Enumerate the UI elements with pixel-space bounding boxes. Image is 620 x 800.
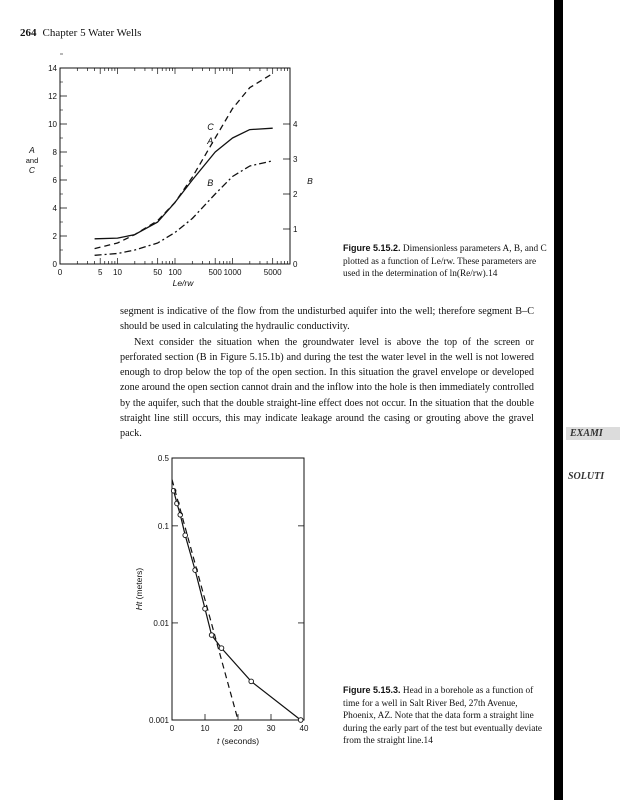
y-left-axis-label: and bbox=[25, 156, 39, 165]
chapter-title: Chapter 5 Water Wells bbox=[42, 27, 142, 39]
x-tick-label: 30 bbox=[266, 724, 276, 733]
y-right-tick-label: 1 bbox=[293, 225, 298, 234]
y-left-tick-label: 0 bbox=[52, 260, 57, 269]
x-tick-label: 10 bbox=[113, 268, 122, 277]
x-tick-label: 10 bbox=[200, 724, 210, 733]
data-point bbox=[219, 646, 224, 651]
y-tick-label: 0.001 bbox=[148, 716, 169, 725]
series-A-label: A bbox=[207, 136, 214, 146]
x-tick-label: 1000 bbox=[223, 268, 242, 277]
plot-area-border bbox=[60, 68, 290, 264]
x-tick-label: 500 bbox=[208, 268, 222, 277]
caption-text: Dimensionless parameters A, B, and C plotted as a function of Le/rw. These parameters are used in the determination of ln(Re/rw).14 bbox=[343, 244, 547, 280]
body-text bbox=[120, 304, 534, 442]
x-tick-label: 40 bbox=[299, 724, 309, 733]
series-B-label: B bbox=[207, 178, 214, 188]
y-left-axis-label: C bbox=[28, 165, 36, 175]
y-tick-label: 0.5 bbox=[157, 454, 169, 463]
x-axis-label: t (seconds) bbox=[216, 736, 260, 746]
page-number: 264 bbox=[20, 27, 37, 39]
y-right-tick-label: 3 bbox=[293, 155, 298, 164]
figure-5-15-3-chart bbox=[128, 440, 328, 755]
x-tick-label: 0 bbox=[57, 268, 63, 277]
tick-group bbox=[60, 54, 290, 264]
paragraph-2: Next consider the situation when the groundwater level is above the top of the screen or perforated section (B in Figure 5.15.1b) and during the test the water level in the well is not lowered enough to drop below the top of the open section. In this situation the gravel envelope or developed zone around the open section cannot drain and the inflow into the hole is then immediately controlled by the aquifer, such that the double straight-line effect does not occur. In the situation that the double straight line still occurs, this may indicate leakage around the casing or grouting above the gravel pack. bbox=[120, 336, 534, 440]
label-group bbox=[134, 454, 309, 746]
y-left-tick-label: 6 bbox=[52, 176, 57, 185]
y-left-tick-label: 14 bbox=[48, 64, 57, 73]
y-left-tick-label: 10 bbox=[48, 120, 57, 129]
y-right-axis-label: B bbox=[307, 176, 313, 186]
x-tick-label: 5000 bbox=[263, 268, 282, 277]
figure-5-15-2-caption bbox=[343, 242, 548, 281]
chart-frame bbox=[60, 68, 290, 264]
label-group bbox=[26, 64, 313, 288]
data-point bbox=[249, 679, 254, 684]
y-left-tick-label: 8 bbox=[52, 148, 57, 157]
tick-group bbox=[172, 458, 304, 720]
series-A-line bbox=[95, 128, 273, 239]
y-left-tick-label: 2 bbox=[52, 232, 57, 241]
data-point bbox=[298, 718, 303, 723]
solution-tab: SOLUTI bbox=[568, 471, 605, 482]
binding-edge bbox=[554, 0, 563, 800]
x-tick-label: 50 bbox=[153, 268, 163, 277]
data-point bbox=[183, 533, 188, 538]
x-tick-label: 100 bbox=[168, 268, 182, 277]
y-tick-label: 0.01 bbox=[153, 618, 169, 628]
series-group bbox=[95, 74, 273, 256]
y-left-tick-label: 12 bbox=[48, 92, 57, 101]
data-line bbox=[174, 491, 301, 720]
x-tick-label: 20 bbox=[233, 724, 243, 733]
example-tab: EXAMI bbox=[566, 427, 620, 440]
x-axis-label: Le/rw bbox=[172, 278, 194, 288]
y-right-tick-label: 2 bbox=[293, 190, 298, 199]
series-B-line bbox=[95, 161, 273, 256]
y-axis-label: Ht (meters) bbox=[134, 567, 144, 611]
figure-5-15-3-caption bbox=[343, 684, 548, 748]
y-left-axis-label: A bbox=[29, 145, 35, 155]
y-left-tick-label: 4 bbox=[52, 204, 57, 213]
y-tick-label: 0.1 bbox=[157, 521, 169, 531]
series-group bbox=[171, 480, 303, 723]
x-tick-label: 0 bbox=[169, 724, 175, 733]
series-C-line bbox=[95, 74, 273, 249]
plot-area-border bbox=[172, 458, 304, 720]
x-tick-label: 5 bbox=[97, 268, 103, 277]
figure-5-15-2-chart bbox=[20, 58, 320, 288]
series-C-label: C bbox=[207, 122, 214, 132]
y-right-tick-label: 4 bbox=[293, 120, 298, 129]
caption-label: Figure 5.15.3. bbox=[343, 685, 401, 695]
data-point bbox=[209, 633, 214, 638]
y-right-tick-label: 0 bbox=[293, 260, 298, 269]
caption-text: Head in a borehole as a function of time for a well in Salt River Bed, 27th Avenue, Phoenix, AZ. Note that the data form a straight line during the early part of the test but eventually deviate from the straight line.14 bbox=[343, 686, 543, 747]
caption-label: Figure 5.15.2. bbox=[343, 243, 401, 253]
paragraph-1: segment is indicative of the flow from the undisturbed aquifer into the well; therefore segment B–C should be used in calculating the hydraulic conductivity. bbox=[120, 306, 534, 333]
running-header bbox=[20, 27, 141, 39]
